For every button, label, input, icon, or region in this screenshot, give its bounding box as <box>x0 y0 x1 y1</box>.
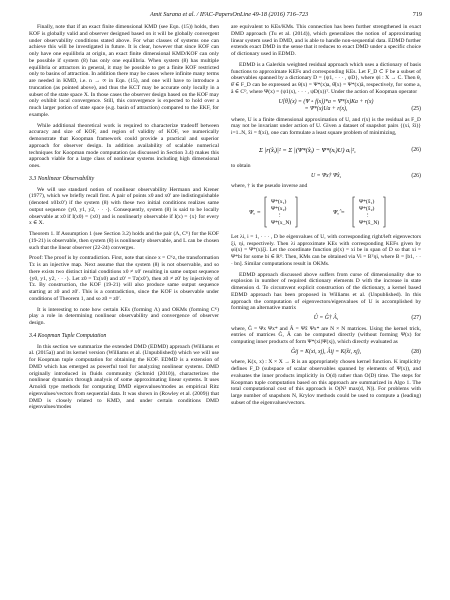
paragraph: where, U is a finite dimensional approximation of U, and r(x) is the residual as F_D may not be invariant under action of U. Given a dataset of snapshot pairs {(xi, x̂i)} i=1..N, x̂i = f(xi), one can formulate a least square problem of minimizing, <box>231 116 421 136</box>
paragraph: We will use standard notion of nonlinear observability Hermann and Krener (1977), which we briefly recall first. A pair of points x0 and x0′ are indistinguishable (denoted x0Ix0′) if the system (8) with these two initial conditions realizes same output sequence {y0, y1, y2, · · ·}. Consequently, system (8) is said to be locally observable at x0 if I(x0) = {x0} and is nonlinearly observable if I(x) = {x} for every x ∈ X. <box>29 186 219 227</box>
svg-text:Ψₓ =: Ψₓ = <box>249 208 261 216</box>
equation-27 <box>231 315 421 323</box>
equation-27-line: Û = Ĝ† Â, <box>313 315 339 321</box>
matrix-definitions-graphic <box>231 193 421 231</box>
equation-25-line1: U[θ](x) = (Ψ ∘ f(x))*a = Ψ*(x)Ka + r(x) <box>278 98 374 105</box>
svg-text:Σ |r(x̂ᵢ)|² = Σ |(Ψ*(x̂ᵢ) − Ψ*: Σ |r(x̂ᵢ)|² = Σ |(Ψ*(x̂ᵢ) − Ψ*(xᵢ)U) aᵢ|², <box>259 146 356 154</box>
equation-25-line2: = Ψ*(x)Ua + r(x), <box>304 106 348 112</box>
svg-text:Ψ*(x_N): Ψ*(x_N) <box>271 219 292 226</box>
proof: Proof: The proof is by contradiction. First, note that since x = Cᴷz, the transformation Tz is an injective map. Next assume that the system (8) is not observable, and so there exists two distinct initial conditions x0 ≠ x0′ resulting in same output sequence {y0, y1, y2, · · ·}. Let z0 = Tz(x0) and z0′ = Tz(x0′), then z0 ≠ z0′ by injectivity of Tz. By construction, the KOF (19-21) will also produce same output sequence starting at z0 and z0′. This is a contradiction, since the KOF is observable under conditions of Theorem 1, and so z0 = z0′. <box>29 255 219 302</box>
journal-citation: Amit Surana et al. / IFAC-PapersOnLine 49-18 (2016) 716–723 <box>150 11 309 18</box>
paragraph: Let λi, i = 1, · · · , D be eigenvalues of U, with corresponding right/left eigenvectors ξi, ηi, respectively. Then λi approximate KEs with corresponding KEFs given by φi(x) = Ψ*(x)ξi. Let the coordinate function gi(x) = xi be in span of D so that xi = Ψ*bi for some bi ∈ Rᴰ. Then, KMs can be obtained via Vi = Bᵀηi, where B = [b1, · · · bn]. Similar computations result in OKMs. <box>231 233 421 267</box>
paragraph: It is interesting to note how certain KEs (forming Λ) and OKMs (forming Cᴷ) play a role in determining nonlinear observability and convergence of observer design. <box>29 306 219 326</box>
svg-text:Ψₓ̂ =: Ψₓ̂ = <box>333 208 345 216</box>
svg-text:Ψ*(x₂): Ψ*(x₂) <box>271 205 287 212</box>
paragraph: EDMD is a Galerkin weighted residual approach which uses a dictionary of basis functions to approximate KEFs and corresponding KEs. Let F_D ⊂ F be a subset of observables spanned by a dictionary D = {ψ1, · · · , ψD}, where ψi : X → C. Then θ, θ̂ ∈ F_D can be expressed as θ(x) = Ψ*(x)a, θ̂(x) = Ψ*(x)â, respectively, for some a, â ∈ Cᴰ, where Ψ(x) = (ψ1(x), · · · , ψD(x))ᵀ. Under the action of Koopman operator <box>231 61 421 95</box>
equation-26 <box>231 140 421 160</box>
equation-25 <box>231 99 421 114</box>
equation-number: (26) <box>411 172 421 179</box>
svg-text:Ψ*(x₁): Ψ*(x₁) <box>271 198 287 205</box>
equation-26b <box>231 173 421 181</box>
equation-26b-line: U = Ψx† Ψx̂, <box>310 172 342 179</box>
svg-text:Ψ*(x̂₁): Ψ*(x̂₁) <box>359 198 375 205</box>
svg-text:⋮: ⋮ <box>277 212 283 219</box>
running-header <box>0 11 450 23</box>
equation-28 <box>231 349 421 357</box>
matrix-definitions <box>231 193 421 231</box>
equation-number: (26) <box>411 146 421 153</box>
equation-number: (27) <box>411 315 421 321</box>
theorem-1: Theorem 1. If Assumption 1 (see Section 3.2) holds and the pair (Λ, Cᴷ) for the KOF (19-21) is observable, then system (8) is nonlinearly observable, and L can be chosen such that the linear observer (22-24) converges. <box>29 231 219 251</box>
paragraph: are equivalent to KEs/KMs. This connection has been further strengthened in exact DMD approach (Tu et al. (2014)), which generalizes the notion of approximating linear system used in DMD, and is able to handle non-sequential data. EDMD further extends exact DMD in the sense that it reduces to exact DMD under a specific choice of dictionary used in EDMD. <box>231 24 421 57</box>
paragraph: In this section we summarize the extended DMD (EDMD) approach (Williams et al. (2015a)) and its kernel version (Williams et al. (Unpublished)) which we will use for Koopman tuple computation for obtaining the KOF. EDMD is a extension of DMD which has emerged as powerful tool for analyzing nonlinear systems. DMD originally introduced in fluids community (Schmid (2010)), characterizes the nonlinear dynamics through analysis of some approximating linear systems. It uses Arnoldi type methods for computing DMD eigenvalues/modes as empirical Ritz eigenvalues/vectors from sequential data. It was shown in (Rowley et al. (2009)) that DMD is closely related to KMD, and under certain conditions DMD eigenvalues/modes <box>29 343 219 411</box>
equation-28-line: Ĝij = K(xi, xj), Âij = K(x̂i, xj), <box>290 348 362 355</box>
paragraph: EDMD approach discussed above suffers from curse of dimensionality due to explosion in number of required dictionary elements D with the increase in state dimension d. To circumvent explicit construction of the dictionary, a kernel based EDMD approach has been proposed in Williams et al. (Unpublished). In this approach the computation of eigenvectors/eigenvalues of U is accomplished by forming an alternative matrix <box>231 271 421 312</box>
page-number: 719 <box>412 11 422 18</box>
left-column <box>29 24 219 411</box>
paragraph: where, K(x, x) : X × X → R is an appropriately chosen kernel function. K implicitly defines F_D (subspace of scalar observables spanned by elements of Ψ(x)), and evaluates the inner products implicitly in O(d) rather than O(D) time. The steps for Koopman tuple computation based on this approach are summarized in Algo 1. The total computational cost of this approach is O(N² max(d, N)). For problems with large number of snapshots N, Krylov methods could be used to compute a (leading) subset of the eigenvalues/vectors. <box>231 359 421 406</box>
paragraph: where, Ĝ = Ψx Ψx* and Â = Ψx̂ Ψx* are N × N matrices. Using the kernel trick, entries of matrices Ĝ, Â can be computed directly (without forming Ψ(x) for computing inner products of form Ψ*(xi)Ψ(xj), which directly evaluated as <box>231 325 421 345</box>
paragraph: While additional theoretical work is required to characterize tradeoff between accuracy and size of KOF, and region of validity of KOF, we numerically demonstrate that Koopman framework could provide a practical and superior approach for observer design. In addition availability of scalable numerical techniques for Koopman mode computation (as discussed in Section 3.4) makes this approach viable for a large class of nonlinear systems including high dimensional ones. <box>29 122 219 169</box>
equation-number: (25) <box>411 106 421 112</box>
svg-text:Ψ*(x̂_N): Ψ*(x̂_N) <box>359 219 380 226</box>
section-heading-3-4: 3.4 Koopman Tuple Computation <box>29 332 107 339</box>
svg-text:Ψ*(x̂₂): Ψ*(x̂₂) <box>359 205 375 212</box>
svg-text:⋮: ⋮ <box>365 212 371 219</box>
section-heading-3-3: 3.3 Nonlinear Observability <box>29 175 95 182</box>
equation-26-graphic <box>231 140 421 160</box>
equation-number: (28) <box>411 348 421 355</box>
paragraph: where, † is the pseudo inverse and <box>231 183 308 189</box>
paragraph: to obtain <box>231 162 251 169</box>
paragraph: Finally, note that if an exact finite dimensional KMD (see Eqn. (15)) holds, then KOF is globally valid and observer designed based on it will be globally convergent under observability conditions stated above. For what classes of systems one can achieve this will be investigated in future. It is clear, however that since KOF can only have one equilibria at origin, an exact finite dimensional KMD/KOF can only be possible if system (8) has only one equilibria. When system (8) has multiple equilibria or attractors in general, it may be possible to get a finite KOF restricted only to basins of attraction. In addition there may be cases where infinite many terms are needed in KMD, i.e. n → ∞ in Eqn. (15), and one will have to introduce a truncation (as pointed above), and thus the KCT may be accurate only locally in a subset of the state space X. In those cases the observer design based on the KOF may only exhibit local convergence. Still, this convergence is expected to hold over a much larger potion of state space (e.g. basin of attraction) compared to the EKF, for example. <box>29 24 219 118</box>
right-column <box>231 24 421 407</box>
